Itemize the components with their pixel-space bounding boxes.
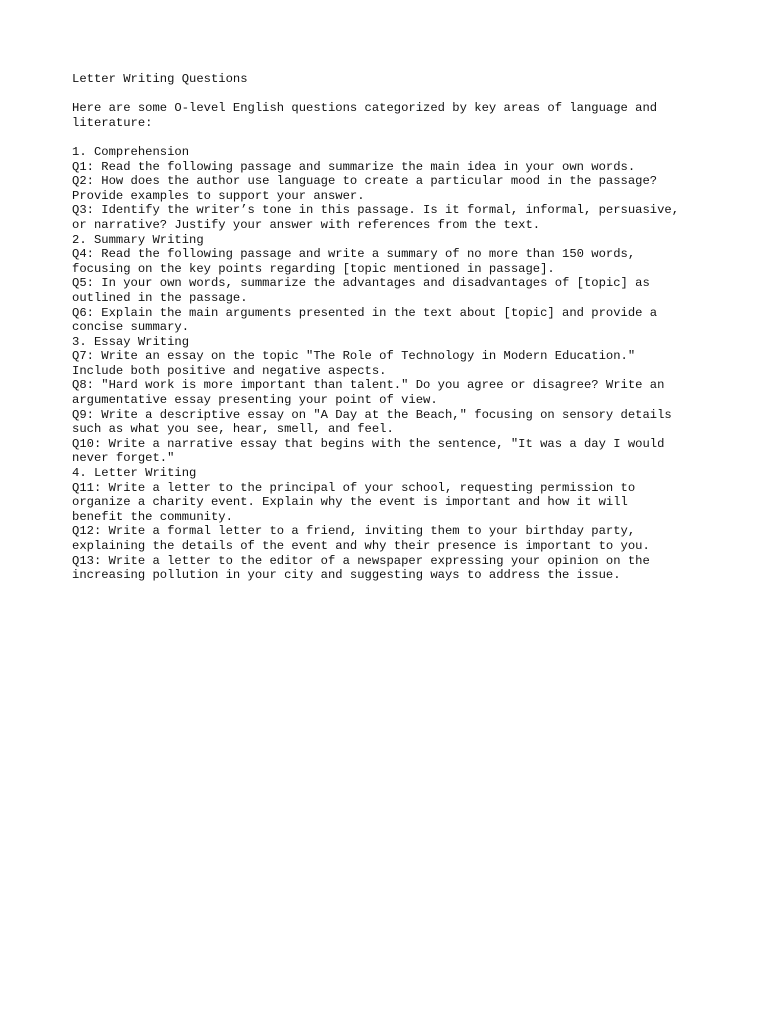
intro-line: Here are some O-level English questions categorized by key areas of language and — [72, 101, 658, 116]
question-line: Q7: Write an essay on the topic "The Role of Technology in Modern Education." — [72, 349, 636, 364]
section-letter-writing — [72, 466, 712, 583]
section-heading: 3. Essay Writing — [72, 334, 190, 349]
question-line: Q10: Write a narrative essay that begins with the sentence, "It was a day I would — [72, 436, 665, 451]
question-line: Q12: Write a formal letter to a friend, inviting them to your birthday party, — [72, 524, 636, 539]
spacer — [72, 130, 712, 145]
question-line: Q3: Identify the writer’s tone in this passage. Is it formal, informal, persuasive, — [72, 203, 680, 218]
question-line: never forget." — [72, 451, 175, 466]
question-line: Q6: Explain the main arguments presented in the text about [topic] and provide a — [72, 305, 658, 320]
question-line: Include both positive and negative aspects. — [72, 363, 387, 378]
question-line: organize a charity event. Explain why the event is important and how it will — [72, 495, 628, 510]
question-line: Q13: Write a letter to the editor of a newspaper expressing your opinion on the — [72, 553, 650, 568]
question-line: Q8: "Hard work is more important than talent." Do you agree or disagree? Write an — [72, 378, 665, 393]
section-heading: 2. Summary Writing — [72, 232, 204, 247]
question-line: Q1: Read the following passage and summarize the main idea in your own words. — [72, 159, 636, 174]
question-line: outlined in the passage. — [72, 290, 248, 305]
question-line: Provide examples to support your answer. — [72, 188, 365, 203]
question-line: explaining the details of the event and why their presence is important to you. — [72, 539, 650, 553]
question-line: Q9: Write a descriptive essay on "A Day at the Beach," focusing on sensory details — [72, 407, 672, 422]
section-summary-writing — [72, 233, 712, 335]
section-essay-writing — [72, 335, 712, 466]
question-line: increasing pollution in your city and suggesting ways to address the issue. — [72, 568, 621, 583]
question-line: argumentative essay presenting your point of view. — [72, 393, 438, 408]
document-page — [72, 72, 712, 583]
question-line: Q5: In your own words, summarize the advantages and disadvantages of [topic] as — [72, 276, 650, 291]
section-heading: 4. Letter Writing — [72, 466, 197, 481]
question-line: Q4: Read the following passage and write a summary of no more than 150 words, — [72, 247, 636, 262]
question-line: Q2: How does the author use language to create a particular mood in the passage? — [72, 174, 658, 189]
question-line: such as what you see, hear, smell, and feel. — [72, 422, 394, 437]
section-comprehension — [72, 145, 712, 233]
question-line: focusing on the key points regarding [topic mentioned in passage]. — [72, 261, 555, 276]
question-line: benefit the community. — [72, 509, 233, 524]
spacer — [72, 87, 712, 102]
section-heading: 1. Comprehension — [72, 144, 190, 159]
intro-line: literature: — [72, 115, 153, 130]
question-line: Q11: Write a letter to the principal of your school, requesting permission to — [72, 480, 636, 495]
question-line: concise summary. — [72, 320, 190, 335]
document-title: Letter Writing Questions — [72, 72, 248, 86]
question-line: or narrative? Justify your answer with references from the text. — [72, 217, 541, 232]
